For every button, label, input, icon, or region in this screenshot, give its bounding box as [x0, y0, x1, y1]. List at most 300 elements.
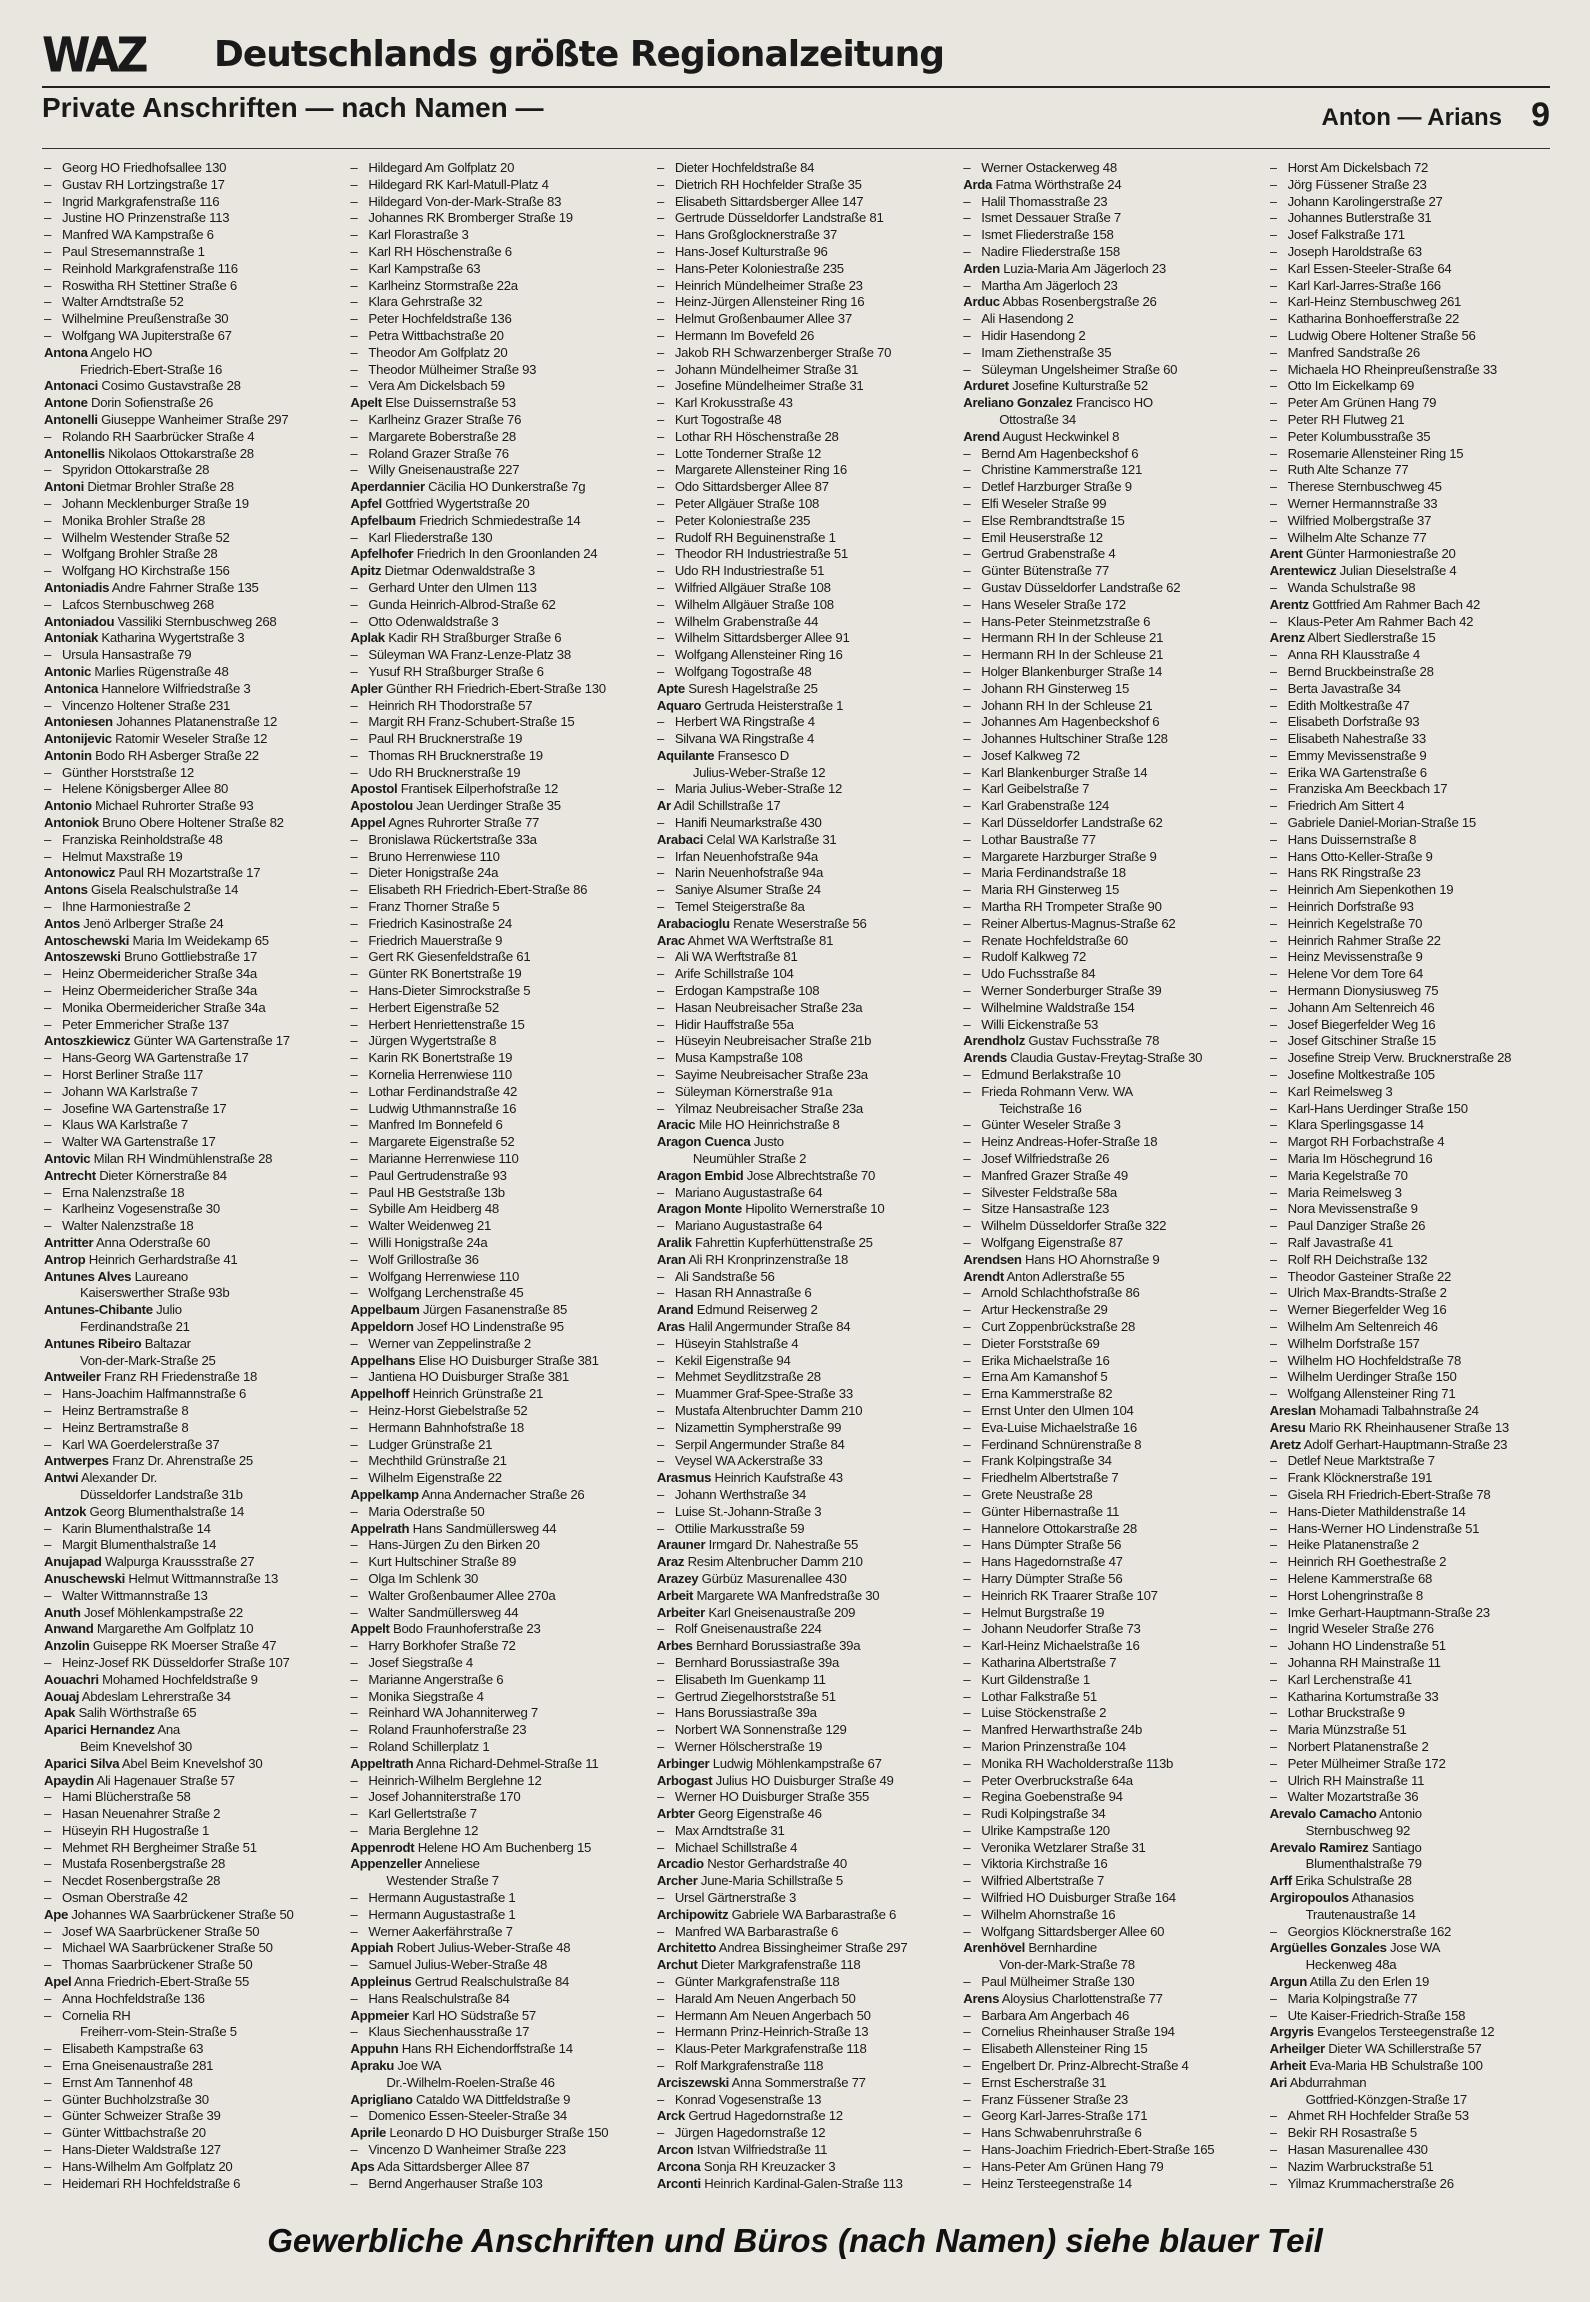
entry-text: Hidir Hasendong 2 — [981, 327, 1086, 343]
dash-glyph: – — [44, 546, 52, 562]
surname: Aquilante — [656, 747, 715, 763]
listing-entry — [1270, 933, 1554, 950]
listing-entry — [963, 1907, 1247, 1924]
listing-entry — [1270, 1218, 1554, 1235]
dash-glyph: – — [350, 529, 358, 545]
surname: Antunes-Chibante — [44, 1302, 153, 1318]
dash-glyph: – — [1269, 1621, 1277, 1637]
listing-entry — [657, 194, 941, 211]
listing-entry — [350, 832, 634, 849]
entry-text: Wolfgang Togostraße 48 — [674, 663, 812, 679]
surname: Antovic — [44, 1151, 91, 1167]
dash-glyph: – — [44, 495, 52, 511]
dash-glyph: – — [656, 848, 664, 864]
listing-entry — [350, 1907, 634, 1924]
entry-text: Hermann Bahnhofstraße 18 — [368, 1419, 524, 1435]
entry-text: Hans-Peter Steinmetzstraße 6 — [981, 613, 1151, 629]
listing-entry — [44, 1655, 328, 1672]
entry-text: Jürgen Wygertstraße 8 — [368, 1033, 497, 1049]
entry-text: Michael Ruhrorter Straße 93 — [95, 798, 254, 814]
listing-entry — [44, 899, 328, 916]
dash-glyph: – — [350, 1554, 358, 1570]
entry-text: Wolfgang WA Jupiterstraße 67 — [62, 327, 232, 343]
listing-entry — [963, 865, 1247, 882]
entry-text: Heinrich RH Goethestraße 2 — [1287, 1554, 1447, 1570]
entry-text: Karl Blankenburger Straße 14 — [981, 764, 1148, 780]
dash-glyph: – — [656, 1100, 664, 1116]
entry-text: Abel Beim Knevelshof 30 — [121, 1755, 263, 1771]
listing-entry — [657, 1437, 941, 1454]
entry-text: Monika RH Wacholderstraße 113b — [981, 1755, 1174, 1771]
entry-text: Bernhard Borussiastraße 39a — [696, 1638, 861, 1654]
dash-glyph: – — [656, 563, 664, 579]
entry-text: Jörg Füssener Straße 23 — [1287, 176, 1427, 192]
listing-entry — [350, 664, 634, 681]
dash-glyph: – — [1269, 1638, 1277, 1654]
dash-glyph: – — [350, 966, 358, 982]
entry-text: Jose Albrechtstraße 70 — [746, 1167, 875, 1183]
entry-text: Luzia-Maria Am Jägerloch 23 — [1003, 260, 1166, 276]
listing-entry — [350, 1554, 634, 1571]
dash-glyph: – — [44, 1940, 52, 1956]
listing-entry — [1270, 748, 1554, 765]
listing-entry — [1270, 1756, 1554, 1773]
dash-glyph: – — [963, 1722, 971, 1738]
listing-entry — [963, 1050, 1247, 1067]
listing-entry — [350, 1302, 634, 1319]
listing-entry — [1270, 698, 1554, 715]
dash-glyph: – — [350, 411, 358, 427]
entry-text: Ferdinand Schnürenstraße 8 — [981, 1436, 1142, 1452]
entry-text: Wolf Grillostraße 36 — [368, 1251, 479, 1267]
listing-entry — [350, 1285, 634, 1302]
dash-glyph: – — [656, 815, 664, 831]
listing-entry — [963, 1823, 1247, 1840]
entry-text: Kurt Hultschiner Straße 89 — [368, 1554, 516, 1570]
dash-glyph: – — [350, 1050, 358, 1066]
surname: Arbter — [656, 1806, 695, 1822]
listing-entry — [1270, 2058, 1554, 2075]
entry-text: Reinhard WA Johanniterweg 7 — [368, 1705, 538, 1721]
entry-text: Elisabeth Nahestraße 33 — [1287, 731, 1426, 747]
dash-glyph: – — [350, 160, 358, 175]
entry-text: Freiherr-vom-Stein-Straße 5 — [80, 2024, 237, 2040]
dash-glyph: – — [44, 2058, 52, 2074]
listing-entry — [963, 1000, 1247, 1017]
listing-entry — [44, 2058, 328, 2075]
entry-text: Herbert Henriettenstraße 15 — [368, 1016, 525, 1032]
surname: Aplak — [350, 630, 385, 646]
listing-entry — [963, 1487, 1247, 1504]
entry-text: Dr.-Wilhelm-Roelen-Straße 46 — [386, 2074, 555, 2090]
entry-text: Hans-Peter Am Grünen Hang 79 — [981, 2158, 1164, 2174]
listing-entry — [1270, 1571, 1554, 1588]
entry-text: Helene Königsberger Allee 80 — [62, 781, 229, 797]
listing-entry — [963, 1840, 1247, 1857]
entry-text: Marianne Angerstraße 6 — [368, 1671, 504, 1687]
dash-glyph: – — [963, 2175, 971, 2190]
entry-text: Günter Harmoniestraße 20 — [1305, 546, 1456, 562]
listing-entry — [1270, 1722, 1554, 1739]
entry-text: Karlheinz Vogesenstraße 30 — [62, 1201, 220, 1217]
entry-text: Klara Gehrstraße 32 — [368, 294, 483, 310]
entry-text: Hans Dümpter Straße 56 — [981, 1537, 1122, 1553]
dash-glyph: – — [963, 512, 971, 528]
surname: Anwand — [44, 1621, 94, 1637]
entry-text: Heinrich Grünstraße 21 — [412, 1386, 544, 1402]
entry-text: Harry Borkhofer Straße 72 — [368, 1638, 516, 1654]
entry-text: Franz Thorner Straße 5 — [368, 899, 500, 915]
listing-entry — [963, 1420, 1247, 1437]
surname: Ari — [1269, 2074, 1288, 2090]
entry-text: Margarete Boberstraße 28 — [368, 428, 516, 444]
entry-text: Gottfried-Könzgen-Straße 17 — [1305, 2091, 1467, 2107]
listing-entry — [657, 1655, 941, 1672]
dash-glyph: – — [963, 831, 971, 847]
dash-glyph: – — [1269, 445, 1277, 461]
surname: Arcona — [656, 2158, 701, 2174]
dash-glyph: – — [963, 1755, 971, 1771]
listing-entry — [1270, 462, 1554, 479]
dash-glyph: – — [350, 445, 358, 461]
entry-text: Hasan Neuenahrer Straße 2 — [62, 1806, 221, 1822]
entry-text: Bekir RH Rosastraße 5 — [1287, 2125, 1417, 2141]
listing-entry — [44, 1285, 328, 1302]
dash-glyph: – — [963, 227, 971, 243]
dash-glyph: – — [963, 697, 971, 713]
entry-text: Karl-Heinz Sternbuschweg 261 — [1287, 294, 1462, 310]
listing-entry — [657, 1084, 941, 1101]
listing-entry — [657, 1621, 941, 1638]
entry-text: Peter Hochfeldstraße 136 — [368, 311, 512, 327]
entry-text: Andrea Bissingheimer Straße 297 — [718, 1940, 908, 1956]
entry-text: Friedrich Am Sittert 4 — [1287, 798, 1405, 814]
listing-entry — [1270, 1336, 1554, 1353]
entry-text: Karlheinz Grazer Straße 76 — [368, 411, 522, 427]
listing-entry — [657, 949, 941, 966]
dash-glyph: – — [656, 1990, 664, 2006]
dash-glyph: – — [1269, 747, 1277, 763]
listing-entry — [963, 1521, 1247, 1538]
listing-entry — [657, 1453, 941, 1470]
entry-text: Vera Am Dickelsbach 59 — [368, 378, 505, 394]
listing-entry — [657, 227, 941, 244]
entry-text: Walter Sandmüllersweg 44 — [368, 1604, 519, 1620]
listing-entry — [657, 1151, 941, 1168]
listing-entry — [350, 614, 634, 631]
listing-entry — [350, 311, 634, 328]
entry-text: Helmut Burgstraße 19 — [981, 1604, 1105, 1620]
listing-entry — [44, 832, 328, 849]
dash-glyph: – — [656, 1067, 664, 1083]
listing-entry — [657, 1638, 941, 1655]
dash-glyph: – — [656, 411, 664, 427]
entry-text: Johannes Platanenstraße 12 — [116, 714, 278, 730]
entry-text: Sayime Neubreisacher Straße 23a — [674, 1067, 868, 1083]
entry-text: Otto Im Eickelkamp 69 — [1287, 378, 1414, 394]
dash-glyph: – — [963, 563, 971, 579]
entry-text: Martha Am Jägerloch 23 — [981, 277, 1118, 293]
entry-text: Elisabeth Dorfstraße 93 — [1287, 714, 1420, 730]
entry-text: Julio — [156, 1302, 182, 1318]
dash-glyph: – — [656, 999, 664, 1015]
listing-entry — [1270, 1017, 1554, 1034]
listing-entry — [1270, 2024, 1554, 2041]
listing-entry — [350, 1185, 634, 1202]
listing-entry — [963, 1285, 1247, 1302]
entry-text: Theodor Am Golfplatz 20 — [368, 344, 508, 360]
dash-glyph: – — [1269, 1335, 1277, 1351]
entry-text: Elisabeth Allensteiner Ring 15 — [981, 2041, 1148, 2057]
entry-text: Hans-Joachim Halfmannstraße 6 — [62, 1386, 247, 1402]
listing-entry — [657, 2024, 941, 2041]
listing-entry — [963, 412, 1247, 429]
dash-glyph: – — [44, 1789, 52, 1805]
entry-text: Margit Blumenthalstraße 14 — [62, 1537, 217, 1553]
entry-text: Herbert Eigenstraße 52 — [368, 999, 499, 1015]
listing-entry — [350, 1823, 634, 1840]
entry-text: Luise Stöckenstraße 2 — [981, 1705, 1107, 1721]
entry-text: Dietmar Brohler Straße 28 — [87, 479, 234, 495]
listing-entry — [44, 1403, 328, 1420]
listing-entry — [657, 1386, 941, 1403]
entry-text: Therese Sternbuschweg 45 — [1287, 479, 1442, 495]
entry-text: Anneliese — [424, 1856, 480, 1872]
dash-glyph: – — [963, 1184, 971, 1200]
dash-glyph: – — [1269, 1201, 1277, 1217]
dash-glyph: – — [44, 243, 52, 259]
dash-glyph: – — [656, 630, 664, 646]
dash-glyph: – — [350, 462, 358, 478]
dash-glyph: – — [350, 2175, 358, 2190]
listing-entry — [1270, 345, 1554, 362]
listing-entry — [1270, 1890, 1554, 1907]
entry-text: Ferdinandstraße 21 — [80, 1318, 190, 1334]
entry-text: Mohamadi Talbahnstraße 24 — [1319, 1402, 1479, 1418]
listing-entry — [963, 563, 1247, 580]
entry-text: Ernst Unter den Ulmen 104 — [981, 1402, 1134, 1418]
dash-glyph: – — [350, 1906, 358, 1922]
dash-glyph: – — [1269, 1302, 1277, 1318]
surname: Arendsen — [963, 1251, 1022, 1267]
listing-entry — [963, 1554, 1247, 1571]
listing-entry — [350, 1134, 634, 1151]
entry-text: Salih Wörthstraße 65 — [78, 1705, 197, 1721]
listing-entry — [350, 1588, 634, 1605]
dash-glyph: – — [350, 1654, 358, 1670]
dash-glyph: – — [350, 647, 358, 663]
dash-glyph: – — [656, 227, 664, 243]
entry-text: Günter Hibernastraße 11 — [981, 1503, 1120, 1519]
dash-glyph: – — [44, 1117, 52, 1133]
dash-glyph: – — [350, 327, 358, 343]
dash-glyph: – — [350, 1957, 358, 1973]
entry-text: Rolf Markgrafenstraße 118 — [674, 2058, 824, 2074]
entry-text: Helmut Großenbaumer Allee 37 — [674, 311, 852, 327]
entry-text: Leonardo D HO Duisburger Straße 150 — [389, 2125, 609, 2141]
entry-text: Sonja RH Kreuzacker 3 — [703, 2158, 836, 2174]
entry-text: Bruno Obere Holtener Straße 82 — [102, 815, 284, 831]
listing-entry — [963, 1151, 1247, 1168]
surname: Arbeiter — [656, 1604, 705, 1620]
dash-glyph: – — [350, 1033, 358, 1049]
dash-glyph: – — [44, 2125, 52, 2141]
dash-glyph: – — [963, 2074, 971, 2090]
dash-glyph: – — [963, 2108, 971, 2124]
dash-glyph: – — [963, 2142, 971, 2158]
listing-entry — [44, 1605, 328, 1622]
entry-text: Claudia Gustav-Freytag-Straße 30 — [1010, 1050, 1203, 1066]
surname: Ar — [656, 798, 671, 814]
dash-glyph: – — [350, 294, 358, 310]
listing-entry — [1270, 1285, 1554, 1302]
dash-glyph: – — [656, 1839, 664, 1855]
entry-text: Hans Realschulstraße 84 — [368, 1990, 510, 2006]
entry-text: Mehmet Seydlitzstraße 28 — [674, 1369, 821, 1385]
entry-text: Heinz Bertramstraße 8 — [62, 1402, 189, 1418]
listing-entry — [657, 1907, 941, 1924]
entry-text: Ulrike Kampstraße 120 — [981, 1822, 1110, 1838]
divider — [42, 148, 1550, 149]
dash-glyph: – — [963, 1822, 971, 1838]
entry-text: Walpurga Kraussstraße 27 — [105, 1554, 255, 1570]
listing-entry — [963, 832, 1247, 849]
listing-entry — [963, 513, 1247, 530]
surname: Arbinger — [656, 1755, 710, 1771]
entry-text: Norbert Platanenstraße 2 — [1287, 1738, 1429, 1754]
entry-text: Katharina Kortumstraße 33 — [1287, 1688, 1439, 1704]
listing-entry — [963, 1185, 1247, 1202]
dash-glyph: – — [350, 1201, 358, 1217]
entry-text: Bodo Fraunhoferstraße 23 — [393, 1621, 541, 1637]
listing-entry — [44, 479, 328, 496]
surname: Archipowitz — [656, 1906, 729, 1922]
entry-text: Josefine Kulturstraße 52 — [1012, 378, 1148, 394]
listing-entry — [44, 362, 328, 379]
dash-glyph: – — [656, 1974, 664, 1990]
entry-text: Paul HB Geststraße 13b — [368, 1184, 505, 1200]
listing-entry — [963, 1302, 1247, 1319]
dash-glyph: – — [656, 260, 664, 276]
dash-glyph: – — [656, 495, 664, 511]
entry-text: Andre Fahrner Straße 135 — [111, 579, 259, 595]
listing-entry — [963, 1369, 1247, 1386]
entry-text: Fransesco D — [717, 747, 790, 763]
listing-entry — [1270, 1000, 1554, 1017]
listing-entry — [657, 1823, 941, 1840]
entry-text: Hasan RH Annastraße 6 — [674, 1285, 812, 1301]
dash-glyph: – — [963, 1638, 971, 1654]
entry-text: Johanna RH Mainstraße 11 — [1287, 1654, 1441, 1670]
listing-entry — [1270, 2176, 1554, 2190]
entry-text: Heinz Tersteegenstraße 14 — [981, 2175, 1132, 2190]
listing-entry — [1270, 1856, 1554, 1873]
listing-entry — [44, 664, 328, 681]
listing-entry — [350, 1117, 634, 1134]
dash-glyph: – — [1269, 1570, 1277, 1586]
listing-entry — [350, 563, 634, 580]
listing-entry — [657, 1285, 941, 1302]
listing-entry — [657, 630, 941, 647]
surname: Antona — [44, 344, 88, 360]
dash-glyph: – — [656, 1419, 664, 1435]
entry-text: Hans-Joachim Friedrich-Ebert-Straße 165 — [981, 2142, 1215, 2158]
listing-entry — [657, 781, 941, 798]
listing-entry — [44, 2176, 328, 2190]
listing-entry — [350, 1151, 634, 1168]
entry-text: Erna Nalenzstraße 18 — [62, 1184, 185, 1200]
listing-entry — [1270, 1873, 1554, 1890]
entry-text: Serpil Angermunder Straße 84 — [674, 1436, 845, 1452]
entry-text: Heinz-Horst Giebelstraße 52 — [368, 1402, 528, 1418]
dash-glyph: – — [1269, 1503, 1277, 1519]
entry-text: Gertrud Hagedornstraße 12 — [688, 2108, 843, 2124]
entry-text: Hans Borussiastraße 39a — [674, 1705, 817, 1721]
listing-entry — [657, 1554, 941, 1571]
entry-text: Reinhold Markgrafenstraße 116 — [62, 260, 238, 276]
dash-glyph: – — [656, 1923, 664, 1939]
entry-text: Elise HO Duisburger Straße 381 — [418, 1352, 599, 1368]
listing-entry — [657, 1218, 941, 1235]
dash-glyph: – — [656, 1822, 664, 1838]
entry-text: Robert Julius-Weber-Straße 48 — [396, 1940, 571, 1956]
listing-entry — [1270, 1235, 1554, 1252]
entry-text: Aloysius Charlottenstraße 77 — [1001, 1990, 1163, 2006]
dash-glyph: – — [44, 1184, 52, 1200]
surname: Arcadio — [656, 1856, 704, 1872]
entry-text: Wolfgang Allensteiner Ring 16 — [674, 647, 843, 663]
entry-text: Horst Berliner Straße 117 — [62, 1067, 204, 1083]
entry-text: Elisabeth RH Friedrich-Ebert-Straße 86 — [368, 882, 588, 898]
listing-entry — [657, 698, 941, 715]
entry-text: Georg Eigenstraße 46 — [697, 1806, 822, 1822]
dash-glyph: – — [1269, 1083, 1277, 1099]
listing-entry — [350, 698, 634, 715]
listing-entry — [657, 362, 941, 379]
dash-glyph: – — [350, 1638, 358, 1654]
listing-entry — [350, 933, 634, 950]
entry-text: Marion Prinzenstraße 104 — [981, 1738, 1126, 1754]
surname: Appel — [350, 815, 386, 831]
surname: Apte — [656, 680, 685, 696]
listing-entry — [963, 1269, 1247, 1286]
entry-text: Curt Zoppenbrückstraße 28 — [981, 1318, 1135, 1334]
listing-entry — [1270, 2008, 1554, 2025]
listing-entry — [657, 1117, 941, 1134]
listing-entry — [963, 630, 1247, 647]
listing-entry — [350, 1168, 634, 1185]
listing-entry — [44, 1336, 328, 1353]
listing-entry — [1270, 647, 1554, 664]
entry-text: Josef Falkstraße 171 — [1287, 227, 1405, 243]
listing-entry — [1270, 597, 1554, 614]
dash-glyph: – — [656, 647, 664, 663]
surname: Appelkamp — [350, 1486, 419, 1502]
dash-glyph: – — [963, 1285, 971, 1301]
dash-glyph: – — [963, 1856, 971, 1872]
surname: Apaydin — [44, 1772, 94, 1788]
listing-entry — [963, 2075, 1247, 2092]
listing-entry — [1270, 630, 1554, 647]
listing-entry — [657, 865, 941, 882]
entry-text: Ralf Javastraße 41 — [1287, 1235, 1393, 1250]
listing-entry — [657, 496, 941, 513]
listing-entry — [963, 328, 1247, 345]
entry-text: Veysel WA Ackerstraße 33 — [674, 1453, 823, 1469]
entry-text: Walter Mozartstraße 36 — [1287, 1789, 1419, 1805]
entry-text: Trautenaustraße 14 — [1305, 1906, 1416, 1922]
entry-text: Rolf Gneisenaustraße 224 — [674, 1621, 822, 1637]
